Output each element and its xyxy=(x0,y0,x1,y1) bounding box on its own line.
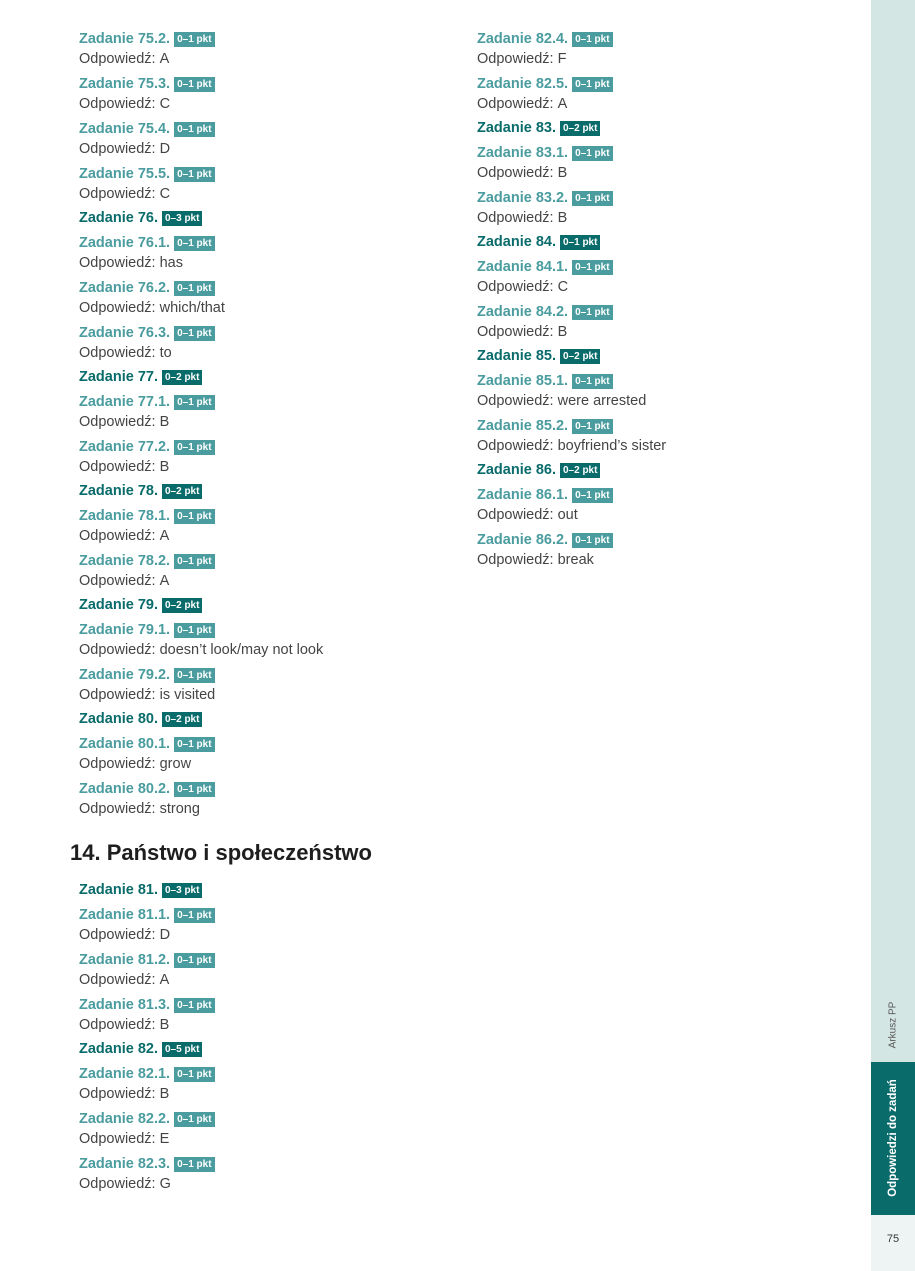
task-heading xyxy=(79,1039,459,1059)
subtask-heading xyxy=(79,437,459,457)
answer-value: B xyxy=(557,324,568,340)
subtask-heading xyxy=(79,323,459,343)
answer-line xyxy=(79,799,459,819)
section-title: 14. Państwo i społeczeństwo xyxy=(70,840,372,865)
subtask-heading xyxy=(79,1154,459,1174)
task-number: Zadanie 76.3. xyxy=(79,325,171,341)
subtask-heading xyxy=(79,74,459,94)
left-column-bottom xyxy=(79,880,459,1194)
answer-value: B xyxy=(159,459,170,475)
points-badge: 0–1 pkt xyxy=(174,440,214,455)
points-badge: 0–1 pkt xyxy=(174,554,214,569)
task-heading xyxy=(79,481,459,501)
task-heading xyxy=(79,880,459,900)
answer-label: Odpowiedź: xyxy=(79,1017,156,1033)
answer-label: Odpowiedź: xyxy=(477,51,554,67)
answer-value: boyfriend’s sister xyxy=(557,438,667,454)
task-heading xyxy=(79,367,459,387)
answer-value: break xyxy=(557,552,594,568)
task-number: Zadanie 83. xyxy=(477,120,556,136)
points-badge: 0–1 pkt xyxy=(174,236,214,251)
subtask-heading xyxy=(79,551,459,571)
answer-label: Odpowiedź: xyxy=(79,51,156,67)
answer-value: to xyxy=(159,345,172,361)
points-badge: 0–1 pkt xyxy=(174,1067,214,1082)
points-badge: 0–1 pkt xyxy=(572,146,612,161)
left-column-top xyxy=(79,29,459,819)
answer-label: Odpowiedź: xyxy=(79,1131,156,1147)
points-badge: 0–1 pkt xyxy=(174,998,214,1013)
points-badge: 0–1 pkt xyxy=(174,326,214,341)
answer-value: has xyxy=(159,255,183,271)
answer-value: B xyxy=(557,210,568,226)
task-number: Zadanie 75.2. xyxy=(79,31,171,47)
answer-label: Odpowiedź: xyxy=(477,96,554,112)
points-badge: 0–1 pkt xyxy=(174,623,214,638)
subtask-heading xyxy=(79,905,459,925)
answer-value: B xyxy=(557,165,568,181)
points-badge: 0–2 pkt xyxy=(560,463,600,478)
task-number: Zadanie 77.1. xyxy=(79,394,171,410)
subtask-heading xyxy=(477,257,857,277)
answer-value: G xyxy=(159,1176,171,1192)
subtask-heading xyxy=(79,506,459,526)
answer-line xyxy=(79,94,459,114)
subtask-heading xyxy=(79,779,459,799)
answer-value: grow xyxy=(159,756,192,772)
task-number: Zadanie 76. xyxy=(79,210,158,226)
answer-label: Odpowiedź: xyxy=(477,438,554,454)
task-heading xyxy=(79,208,459,228)
answer-label: Odpowiedź: xyxy=(79,687,156,703)
answer-line xyxy=(79,1084,459,1104)
task-number: Zadanie 78.1. xyxy=(79,508,171,524)
answer-label: Odpowiedź: xyxy=(79,186,156,202)
task-number: Zadanie 82.5. xyxy=(477,76,569,92)
task-number: Zadanie 81. xyxy=(79,882,158,898)
task-number: Zadanie 75.5. xyxy=(79,166,171,182)
task-number: Zadanie 77.2. xyxy=(79,439,171,455)
subtask-heading xyxy=(79,665,459,685)
page-number: 75 xyxy=(886,1233,900,1245)
answer-line xyxy=(477,322,857,342)
answer-line xyxy=(477,208,857,228)
subtask-heading xyxy=(79,119,459,139)
task-heading xyxy=(79,709,459,729)
answer-value: A xyxy=(159,573,170,589)
task-number: Zadanie 82.2. xyxy=(79,1111,171,1127)
answer-line xyxy=(79,1174,459,1194)
points-badge: 0–1 pkt xyxy=(572,533,612,548)
answer-line xyxy=(79,925,459,945)
answer-value: A xyxy=(159,972,170,988)
points-badge: 0–1 pkt xyxy=(572,305,612,320)
points-badge: 0–1 pkt xyxy=(572,260,612,275)
task-number: Zadanie 81.3. xyxy=(79,997,171,1013)
answer-label: Odpowiedź: xyxy=(79,255,156,271)
answer-value: is visited xyxy=(159,687,216,703)
points-badge: 0–1 pkt xyxy=(174,782,214,797)
subtask-heading xyxy=(79,950,459,970)
task-number: Zadanie 84.1. xyxy=(477,259,569,275)
answer-line xyxy=(79,184,459,204)
answer-label: Odpowiedź: xyxy=(79,1176,156,1192)
task-number: Zadanie 83.1. xyxy=(477,145,569,161)
points-badge: 0–1 pkt xyxy=(174,668,214,683)
task-number: Zadanie 80.1. xyxy=(79,736,171,752)
answer-label: Odpowiedź: xyxy=(79,801,156,817)
task-heading xyxy=(477,232,857,252)
answer-line xyxy=(79,49,459,69)
points-badge: 0–1 pkt xyxy=(174,122,214,137)
task-heading xyxy=(79,595,459,615)
answer-line xyxy=(79,253,459,273)
task-number: Zadanie 84. xyxy=(477,234,556,250)
answer-label: Odpowiedź: xyxy=(79,642,156,658)
points-badge: 0–1 pkt xyxy=(174,1112,214,1127)
answer-value: were arrested xyxy=(557,393,647,409)
points-badge: 0–1 pkt xyxy=(174,167,214,182)
points-badge: 0–2 pkt xyxy=(162,598,202,613)
points-badge: 0–3 pkt xyxy=(162,883,202,898)
subtask-heading xyxy=(79,734,459,754)
answer-line xyxy=(79,1129,459,1149)
points-badge: 0–1 pkt xyxy=(174,737,214,752)
answer-label: Odpowiedź: xyxy=(477,210,554,226)
task-heading xyxy=(477,118,857,138)
answer-line xyxy=(79,640,459,660)
answer-value: B xyxy=(159,1017,170,1033)
task-number: Zadanie 82.4. xyxy=(477,31,569,47)
answer-label: Odpowiedź: xyxy=(477,393,554,409)
answer-value: which/that xyxy=(159,300,225,316)
answer-line xyxy=(79,685,459,705)
answer-line xyxy=(477,49,857,69)
task-number: Zadanie 80.2. xyxy=(79,781,171,797)
points-badge: 0–1 pkt xyxy=(572,488,612,503)
answer-line xyxy=(79,754,459,774)
answer-label: Odpowiedź: xyxy=(79,972,156,988)
points-badge: 0–1 pkt xyxy=(572,374,612,389)
subtask-heading xyxy=(477,188,857,208)
subtask-heading xyxy=(79,233,459,253)
answer-line xyxy=(79,571,459,591)
points-badge: 0–1 pkt xyxy=(174,395,214,410)
points-badge: 0–1 pkt xyxy=(174,1157,214,1172)
answer-value: doesn’t look/may not look xyxy=(159,642,324,658)
task-number: Zadanie 85.2. xyxy=(477,418,569,434)
answer-line xyxy=(477,436,857,456)
subtask-heading xyxy=(477,74,857,94)
points-badge: 0–2 pkt xyxy=(162,370,202,385)
subtask-heading xyxy=(79,1109,459,1129)
answer-label: Odpowiedź: xyxy=(79,927,156,943)
arkusz-label: Arkusz PP xyxy=(887,1001,899,1049)
points-badge: 0–2 pkt xyxy=(162,484,202,499)
subtask-heading xyxy=(477,416,857,436)
subtask-heading xyxy=(477,371,857,391)
answer-line xyxy=(477,94,857,114)
answer-label: Odpowiedź: xyxy=(79,573,156,589)
subtask-heading xyxy=(477,485,857,505)
answer-label: Odpowiedź: xyxy=(79,300,156,316)
answer-line xyxy=(79,970,459,990)
task-number: Zadanie 76.2. xyxy=(79,280,171,296)
task-number: Zadanie 75.4. xyxy=(79,121,171,137)
points-badge: 0–1 pkt xyxy=(572,32,612,47)
subtask-heading xyxy=(79,278,459,298)
answer-line xyxy=(477,163,857,183)
points-badge: 0–1 pkt xyxy=(572,77,612,92)
answer-line xyxy=(79,526,459,546)
answer-value: C xyxy=(557,279,569,295)
task-number: Zadanie 78.2. xyxy=(79,553,171,569)
points-badge: 0–2 pkt xyxy=(560,121,600,136)
subtask-heading xyxy=(79,392,459,412)
points-badge: 0–1 pkt xyxy=(174,509,214,524)
answer-line xyxy=(477,550,857,570)
task-number: Zadanie 84.2. xyxy=(477,304,569,320)
answer-label: Odpowiedź: xyxy=(79,141,156,157)
points-badge: 0–2 pkt xyxy=(162,712,202,727)
answer-line xyxy=(79,298,459,318)
answer-label: Odpowiedź: xyxy=(79,459,156,475)
section-tab-label: Odpowiedzi do zadań xyxy=(887,1079,899,1197)
task-heading xyxy=(477,460,857,480)
task-number: Zadanie 86.1. xyxy=(477,487,569,503)
task-number: Zadanie 86.2. xyxy=(477,532,569,548)
answer-value: B xyxy=(159,1086,170,1102)
answer-label: Odpowiedź: xyxy=(477,279,554,295)
answer-line xyxy=(477,505,857,525)
task-number: Zadanie 85. xyxy=(477,348,556,364)
task-number: Zadanie 83.2. xyxy=(477,190,569,206)
task-number: Zadanie 77. xyxy=(79,369,158,385)
points-badge: 0–1 pkt xyxy=(174,77,214,92)
answer-label: Odpowiedź: xyxy=(79,528,156,544)
task-heading xyxy=(477,346,857,366)
task-number: Zadanie 79. xyxy=(79,597,158,613)
answer-label: Odpowiedź: xyxy=(79,96,156,112)
task-number: Zadanie 81.1. xyxy=(79,907,171,923)
points-badge: 0–2 pkt xyxy=(560,349,600,364)
task-number: Zadanie 80. xyxy=(79,711,158,727)
points-badge: 0–1 pkt xyxy=(174,32,214,47)
points-badge: 0–1 pkt xyxy=(174,953,214,968)
subtask-heading xyxy=(477,530,857,550)
points-badge: 0–1 pkt xyxy=(174,908,214,923)
subtask-heading xyxy=(79,620,459,640)
answer-label: Odpowiedź: xyxy=(79,345,156,361)
answer-value: D xyxy=(159,927,171,943)
task-number: Zadanie 85.1. xyxy=(477,373,569,389)
points-badge: 0–1 pkt xyxy=(572,191,612,206)
right-column xyxy=(477,29,857,570)
task-number: Zadanie 86. xyxy=(477,462,556,478)
answer-label: Odpowiedź: xyxy=(477,552,554,568)
answer-label: Odpowiedź: xyxy=(79,1086,156,1102)
answer-value: E xyxy=(159,1131,170,1147)
task-number: Zadanie 75.3. xyxy=(79,76,171,92)
answer-label: Odpowiedź: xyxy=(477,507,554,523)
answer-line xyxy=(79,1015,459,1035)
answer-line xyxy=(477,277,857,297)
subtask-heading xyxy=(79,29,459,49)
answer-value: D xyxy=(159,141,171,157)
task-number: Zadanie 76.1. xyxy=(79,235,171,251)
task-number: Zadanie 79.1. xyxy=(79,622,171,638)
task-number: Zadanie 82.3. xyxy=(79,1156,171,1172)
task-number: Zadanie 79.2. xyxy=(79,667,171,683)
answer-value: F xyxy=(557,51,567,67)
answer-value: A xyxy=(557,96,568,112)
task-number: Zadanie 82. xyxy=(79,1041,158,1057)
answer-value: C xyxy=(159,96,171,112)
task-number: Zadanie 78. xyxy=(79,483,158,499)
answer-value: A xyxy=(159,51,170,67)
points-badge: 0–5 pkt xyxy=(162,1042,202,1057)
page-sidebar xyxy=(871,0,915,1271)
answer-line xyxy=(79,343,459,363)
answer-value: C xyxy=(159,186,171,202)
answer-value: A xyxy=(159,528,170,544)
points-badge: 0–3 pkt xyxy=(162,211,202,226)
subtask-heading xyxy=(477,143,857,163)
points-badge: 0–1 pkt xyxy=(572,419,612,434)
points-badge: 0–1 pkt xyxy=(560,235,600,250)
subtask-heading xyxy=(79,164,459,184)
subtask-heading xyxy=(79,1064,459,1084)
task-number: Zadanie 81.2. xyxy=(79,952,171,968)
answer-label: Odpowiedź: xyxy=(477,324,554,340)
subtask-heading xyxy=(477,29,857,49)
answer-line xyxy=(79,139,459,159)
points-badge: 0–1 pkt xyxy=(174,281,214,296)
answer-label: Odpowiedź: xyxy=(79,756,156,772)
answer-value: strong xyxy=(159,801,200,817)
answer-line xyxy=(79,457,459,477)
answer-value: out xyxy=(557,507,578,523)
answer-label: Odpowiedź: xyxy=(79,414,156,430)
subtask-heading xyxy=(79,995,459,1015)
answer-line xyxy=(79,412,459,432)
answer-line xyxy=(477,391,857,411)
task-number: Zadanie 82.1. xyxy=(79,1066,171,1082)
answer-label: Odpowiedź: xyxy=(477,165,554,181)
answer-value: B xyxy=(159,414,170,430)
subtask-heading xyxy=(477,302,857,322)
